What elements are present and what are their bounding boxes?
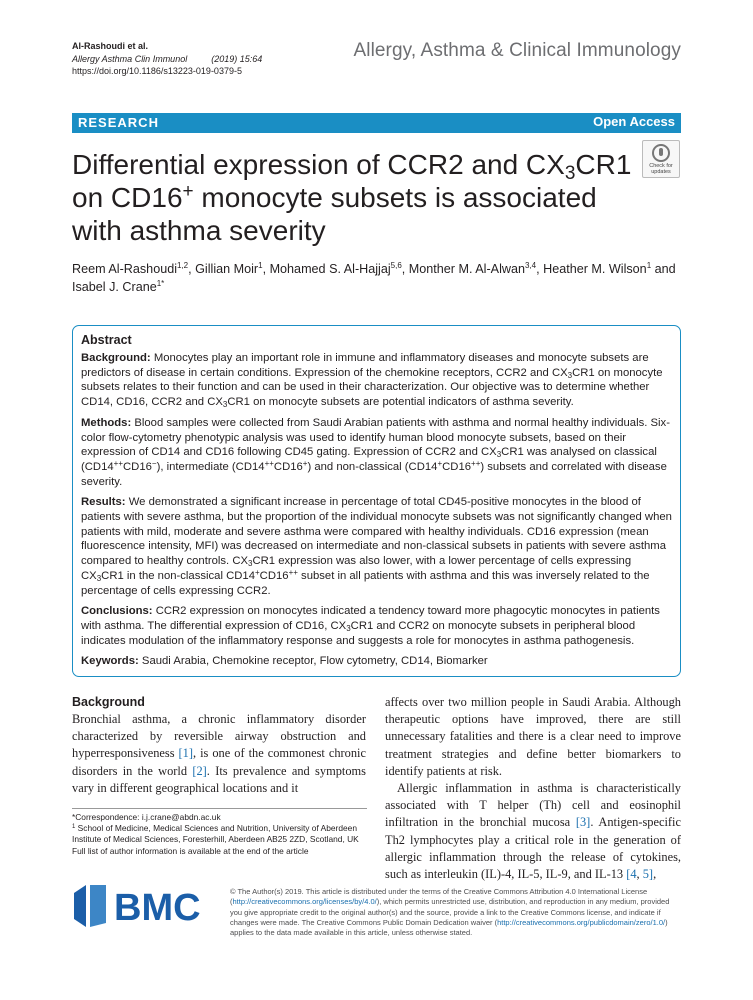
abstract-text: CR1 on monocyte subsets relates to their function and can be used in their characterization. Our objective was to determine whether CD14, CD16, CCR2 and CX: [81, 366, 663, 409]
section-label: Conclusions:: [81, 605, 153, 618]
year-volume: (2019) 15:64: [211, 53, 263, 64]
abstract-text: We demonstrated a significant increase in percentage of total CD45-positive monocytes in the blood of patients with severe asthma, but the proportion of the individual monocyte subsets was not significantly changed when patients with mild, moderate and severe asthma were compared with healthy individuals. CD16 expression (mean fluorescence intensity, MFI) was decreased on intermediate and non-classical subsets in patients with severe asthma compared to healthy controls. CX: [81, 496, 672, 568]
body-text: Bronchial asthma, a chronic inflammatory disorder characterized by reversible airway obstruction and hyperresponsiveness: [72, 712, 366, 761]
license-text: © The Author(s) 2019. This article is distributed under the terms of the Creative Commons Attribution 4.0 International License (: [230, 887, 648, 907]
author-affiliation: 1: [646, 261, 652, 270]
header-authors: Al-Rashoudi et al.: [72, 41, 149, 51]
running-header: [72, 40, 262, 78]
journal-title: Allergy, Asthma & Clinical Immunology: [353, 40, 681, 61]
abstract-conclusions: [81, 604, 672, 648]
badge-line-2: updates: [651, 169, 671, 175]
author-name[interactable]: Isabel J. Crane: [72, 280, 157, 294]
superscript: ++: [264, 458, 274, 468]
superscript: +: [437, 458, 443, 468]
abstract-box: [72, 325, 681, 677]
citation-link[interactable]: [3]: [575, 815, 591, 830]
license-text: ), which permits unrestricted use, distribution, and reproduction in any medium, provided you give appropriate credit to the original author(s) and the source, provide a link to the Creative Commons license, and indicate if changes were made. The Creative Commons Public Domain Dedication waiver (: [230, 897, 670, 927]
section-heading-background: Background: [72, 695, 145, 709]
author-affiliation: 1*: [156, 279, 165, 288]
subscript: 3: [222, 400, 228, 410]
subscript: 3: [346, 623, 351, 633]
section-label: Methods:: [81, 416, 132, 429]
abstract-text: ), intermediate (CD14: [156, 460, 265, 473]
body-text: ,: [636, 867, 643, 882]
check-for-updates-badge[interactable]: [642, 140, 680, 178]
article-title: [72, 148, 632, 247]
superscript: −: [151, 458, 157, 468]
keywords-text: Saudi Arabia, Chemokine receptor, Flow cytometry, CD14, Biomarker: [141, 655, 488, 668]
open-access-label: Open Access: [593, 114, 675, 129]
abstract-methods: [81, 416, 672, 490]
title-text-2: CR1 on CD16: [72, 149, 632, 213]
author-name[interactable]: Mohamed S. Al-Hajjaj: [269, 262, 391, 276]
correspondence-email[interactable]: *Correspondence: i.j.crane@abdn.ac.uk: [72, 812, 221, 822]
subscript: 3: [248, 559, 253, 569]
footnote-divider: [72, 808, 367, 809]
subscript: 3: [96, 573, 102, 583]
affiliation-text: School of Medicine, Medical Sciences and Nutrition, University of Aberdeen Institute of Medical Sciences, Foresterhill, Aberdeen AB25 2ZD, Scotland, UK: [72, 823, 359, 845]
abstract-text: CD16: [442, 460, 472, 473]
body-text: ,: [653, 867, 657, 882]
bookmark-icon: [652, 144, 670, 162]
license-statement: [230, 887, 682, 938]
body-text: . Its prevalence and symptoms vary in different geographical locations and it: [72, 763, 367, 795]
author-name[interactable]: Reem Al-Rashoudi: [72, 262, 177, 276]
body-paragraph: [385, 780, 681, 883]
footnote: [72, 812, 372, 857]
header-citation: [72, 53, 262, 66]
abstract-text: ) subsets and correlated with disease severity.: [81, 460, 667, 488]
body-paragraph: [72, 711, 366, 797]
abstract-text: Blood samples were collected from Saudi Arabian patients with asthma and normal healthy individuals. Six-color flow-cytometry phenotypic analysis was used to identify human blood monocyte subsets, based on their expression of CD14 and CD16 following CD45 gating. Expression of CCR2 and CX: [81, 416, 670, 459]
author-affiliation: 1: [258, 261, 263, 270]
body-text: . Antigen-specific Th2 lymphocytes play a critical role in the generation of allergic inflammation through the release of cytokines, such as interleukin (IL)-4, IL-5, IL-9, and IL-13: [385, 815, 681, 882]
citation-link[interactable]: [4: [626, 867, 637, 882]
author-name[interactable]: Monther M. Al-Alwan: [408, 262, 525, 276]
section-label: Keywords:: [81, 655, 139, 668]
section-label: Results:: [81, 496, 126, 509]
body-column-right: [385, 694, 681, 883]
subscript: 3: [496, 450, 502, 460]
abstract-keywords: [81, 654, 672, 669]
logo-mark-left: [74, 885, 86, 927]
badge-line-1: Check for: [649, 163, 673, 169]
abstract-text: CD16: [259, 569, 289, 582]
research-label: RESEARCH: [78, 115, 159, 130]
abstract-text: CR1 and CCR2 on monocyte subsets in peripheral blood indicates modulation of the inflammatory response and suggests a role for monocytes in asthma pathogenesis.: [81, 619, 636, 647]
subscript: 3: [567, 370, 573, 380]
abstract-text: CD16: [273, 460, 303, 473]
author-affiliation: 1,2: [177, 261, 189, 270]
body-text: , is one of the commonest chronic disorders in the world: [72, 746, 366, 778]
journal-abbrev: Allergy Asthma Clin Immunol: [72, 53, 188, 64]
title-text-3: monocyte subsets is associated with asthma severity: [72, 182, 597, 246]
abstract-heading: Abstract: [81, 333, 132, 347]
affiliation-note: [72, 823, 372, 845]
abstract-background: [81, 351, 672, 410]
abstract-text: CR1 on monocyte subsets are potential indicators of asthma severity.: [227, 396, 574, 409]
superscript: ++: [288, 567, 298, 577]
author-name[interactable]: Heather M. Wilson: [543, 262, 647, 276]
citation-link[interactable]: 5]: [642, 867, 654, 882]
title-subscript: 3: [564, 163, 576, 184]
title-superscript: +: [182, 181, 194, 202]
abstract-text: CR1 was analysed on classical (CD14: [81, 446, 657, 473]
abstract-results: [81, 495, 672, 598]
abstract-text: subset in all patients with asthma and this was inversely related to the percentage of cells expressing CCR2.: [81, 569, 650, 597]
abstract-text: Monocytes play an important role in immune and inflammatory diseases and monocyte subsets are predictors of disease in certain conditions. Expression of the chemokine receptors, CCR2 and CX: [81, 352, 649, 379]
author-conjunction: and: [654, 262, 676, 276]
abstract-text: CCR2 expression on monocytes indicated a tendency toward more phagocytic monocytes in patients with asthma. The differential expression of CD16, CX: [81, 605, 660, 632]
superscript: ++: [113, 458, 123, 468]
logo-text: BMC: [114, 887, 201, 929]
superscript: ++: [471, 458, 481, 468]
author-name[interactable]: Gillian Moir: [195, 262, 259, 276]
affiliation-number: 1: [72, 824, 76, 831]
license-text: ) applies to the data made available in this article, unless otherwise stated.: [230, 917, 668, 938]
abstract-text: CR1 expression was also lower, with a lower percentage of cells expressing CX: [81, 555, 632, 582]
logo-mark-right: [90, 885, 106, 927]
full-author-info-note: Full list of author information is available at the end of the article: [72, 845, 309, 856]
superscript: +: [302, 458, 308, 468]
section-label: Background:: [81, 352, 151, 364]
abstract-text: ) and non-classical (CD14: [307, 460, 438, 473]
citation-link[interactable]: [1]: [178, 746, 193, 761]
body-column-left: [72, 694, 366, 797]
citation-link[interactable]: [2]: [192, 763, 207, 778]
waiver-link[interactable]: http://creativecommons.org/publicdomain/zero/1.0/: [497, 917, 666, 927]
abstract-text: CR1 in the non-classical CD14: [101, 569, 255, 582]
license-link[interactable]: http://creativecommons.org/licenses/by/4.0/: [232, 897, 377, 907]
doi-link[interactable]: https://doi.org/10.1186/s13223-019-0379-5: [72, 66, 242, 76]
abstract-text: CD16: [123, 460, 152, 473]
body-text: Allergic inflammation in asthma is characteristically associated with T helper (Th) cell and eosinophil infiltration in the bronchial mucosa: [385, 781, 681, 830]
author-affiliation: 3,4: [524, 261, 537, 270]
article-type-bar: [72, 113, 681, 133]
superscript: +: [255, 567, 260, 577]
author-affiliation: 5,6: [390, 261, 402, 270]
bmc-logo[interactable]: [72, 883, 220, 929]
body-paragraph: affects over two million people in Saudi Arabia. Although therapeutic options have improved, there are still unnecessary fatalities and there is a clear need to improve treatment strategies and define better biomarkers to identify patients at risk.: [385, 695, 681, 778]
author-list: Reem Al-Rashoudi$^{1,2}$, Gillian Moir$^1$, Mohamed S. Al-Hajjaj$^{5,6}$, Monther M. Al-Alwan$^{3,4}$, Heather M. Wilson$^1$ and Isabel J. Crane$^{1*}$: [72, 261, 676, 294]
title-text-1: Differential expression of CCR2 and CX: [72, 149, 565, 180]
